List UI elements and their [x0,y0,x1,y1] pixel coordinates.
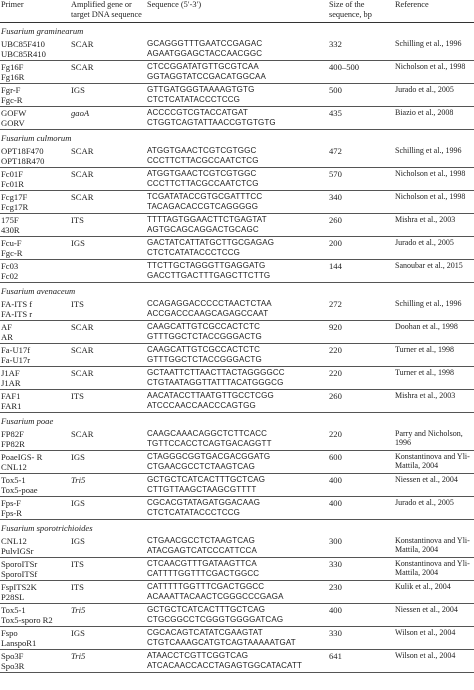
primer-name: Fc03 [1,261,19,272]
sequence-text: ATGGTGAACTCGTCGTGGC [147,146,257,156]
section-heading-row [0,413,474,429]
primer-name: Fcg17F [1,192,28,203]
table-row [0,344,474,367]
size-cell: 260 [328,390,394,413]
sequence-text: CGCACAGTCATATCGAAGTAT [147,628,263,638]
table-row [0,474,474,497]
primer-cell [0,428,70,451]
table-row [0,168,474,191]
reference-cell: Jurado et al., 2005 [394,84,474,107]
primer-cell [0,650,70,673]
sequence-text: AACATACCTTAATGTTGCCTCGG [147,391,274,401]
primer-name: FspITS2K [1,582,37,593]
sequence-text: CTAGGGCGGTGACGACGGATG [147,452,271,462]
reference-cell: Sanoubar et al., 2015 [394,260,474,283]
sequence-text: CAAGCATTGTCGCCACTCTC [147,345,261,355]
primer-cell [0,627,70,650]
sequence-text: CATTTTGGTTTCGACTGGCC [147,569,260,579]
primer-cell [0,497,70,520]
primer-cell [0,145,70,168]
primer-name: SporoITSr [1,559,38,570]
primer-name: SporoITSf [1,569,38,580]
primer-name: Fspo [1,628,18,639]
table-row [0,237,474,260]
sequence-cell [146,237,328,260]
primer-name: LanspoR1 [1,638,37,649]
primer-name: OPT18F470 [1,146,44,157]
reference-cell: Jurado et al., 2005 [394,237,474,260]
sequence-text: CTCCGGATATGTTGCGTCAA [147,62,259,72]
gene-cell: IGS [70,497,146,520]
sequence-text: ACCCCGTCGTACCATGAT [147,108,248,118]
table-row [0,298,474,321]
size-cell: 920 [328,321,394,344]
gene-cell: SCAR [70,428,146,451]
sequence-text: GACCTTGACTTTGAGCTTCTTG [147,271,271,281]
gene-cell: Tri5 [70,650,146,673]
sequence-text: GCTGCTCATCACTTTGCTCAG [147,605,266,615]
sequence-text: ACCGACCCAAGCAGAGCCAAT [147,309,269,319]
header-gene: Amplified gene or target DNA sequence [70,0,146,23]
sequence-text: CTGAACGCCTCTAAGTCAG [147,536,256,546]
gene-cell: SCAR [70,191,146,214]
sequence-cell [146,84,328,107]
sequence-text: CTGAACGCCTCTAAGTCAG [147,462,256,472]
reference-cell: Nicholson et al., 1998 [394,191,474,214]
primer-name: UBC85F410 [1,39,45,50]
primer-name: Tox5-sporo R2 [1,615,53,626]
primer-name: OPT18R470 [1,156,45,167]
table-row [0,558,474,581]
sequence-cell [146,145,328,168]
primer-name: CNL12 [1,462,27,473]
primer-name: FA-ITS r [1,309,33,320]
primer-name: 175F [1,215,19,226]
primer-cell [0,191,70,214]
reference-cell: Kulik et al., 2004 [394,581,474,604]
table-row [0,61,474,84]
reference-cell: Wilson et al., 2004 [394,650,474,673]
primer-name: CNL12 [1,536,27,547]
primer-cell [0,535,70,558]
gene-cell: SCAR [70,168,146,191]
gene-cell: IGS [70,84,146,107]
primer-cell [0,474,70,497]
sequence-text: CTGGTCAGTATTAACCGTGTGTG [147,118,276,128]
sequence-cell [146,627,328,650]
sequence-text: CTGCGGCCTCGGGTGGGGATCAG [147,615,284,625]
sequence-cell [146,558,328,581]
primer-cell [0,604,70,627]
sequence-cell [146,604,328,627]
reference-cell: Wilson et al., 2004 [394,627,474,650]
table-row [0,627,474,650]
primer-cell [0,581,70,604]
primer-cell [0,367,70,390]
table-row [0,581,474,604]
primer-name: GORV [1,118,25,129]
sequence-text: TTCTTGCTAGGGTTGAGGATG [147,261,266,271]
size-cell: 472 [328,145,394,168]
sequence-text: CTGTCAAAGCATGTCAGTAAAAATGAT [147,638,296,648]
primer-name: AR [1,332,13,343]
gene-cell: IGS [70,535,146,558]
section-title: Fusarium sporotrichioides [1,523,93,534]
table-row [0,107,474,130]
header-size: Size of the sequence, bp [328,0,394,23]
gene-cell: SCAR [70,344,146,367]
reference-cell: Nicholson et al., 1998 [394,168,474,191]
size-cell: 400 [328,474,394,497]
primer-cell [0,451,70,474]
sequence-text: CCCTTCTTACGCCAATCTCG [147,156,259,166]
primer-name: FAF1 [1,391,21,402]
primer-cell [0,260,70,283]
table-row [0,650,474,673]
primer-name: J1AF [1,368,20,379]
sequence-text: ACAAATTACAACTCGGGCCCGAGA [147,592,284,602]
sequence-text: TCGATATACCGTGCGATTTCC [147,192,263,202]
primer-name: Spo3R [1,661,25,672]
section-title: Fusarium poae [1,416,54,427]
table-body [0,23,474,673]
sequence-text: CGCACGTATAGATGGACAAG [147,498,261,508]
primer-cell [0,558,70,581]
section-heading-row [0,23,474,39]
primer-name: GOFW [1,108,27,119]
sequence-text: GCTAATTCTTAACTTACTAGGGGCC [147,368,285,378]
sequence-text: ATGGTGAACTCGTCGTGGC [147,169,257,179]
reference-cell: Schilling et al., 1996 [394,145,474,168]
size-cell: 570 [328,168,394,191]
primer-name: PoaeIGS- R [1,452,43,463]
sequence-cell [146,107,328,130]
reference-cell: Turner et al., 1998 [394,367,474,390]
primer-name: Fps-F [1,498,22,509]
sequence-text: AGTGCAGCAGGACTGCAGC [147,225,259,235]
sequence-text: CAAGCATTGTCGCCACTCTC [147,322,261,332]
gene-cell: SCAR [70,38,146,61]
size-cell: 600 [328,451,394,474]
sequence-cell [146,474,328,497]
sequence-cell [146,535,328,558]
table-row [0,428,474,451]
size-cell: 332 [328,38,394,61]
primer-name: Tox5-1 [1,605,26,616]
size-cell: 500 [328,84,394,107]
sequence-cell [146,260,328,283]
gene-cell: ITS [70,390,146,413]
primer-name: FP82F [1,429,24,440]
reference-cell: Niessen et al., 2004 [394,474,474,497]
table-row [0,84,474,107]
gene-cell: ITS [70,558,146,581]
sequence-text: CTCAACGTTTGATAAGTTCA [147,559,257,569]
primer-name: P28SL [1,592,25,603]
reference-cell: Niessen et al., 2004 [394,604,474,627]
sequence-cell [146,321,328,344]
size-cell: 230 [328,581,394,604]
sequence-text: GCTGCTCATCACTTTGCTCAG [147,475,266,485]
primer-name: Spo3F [1,651,24,662]
gene-cell [70,260,146,283]
primer-name: Tox5-1 [1,475,26,486]
table-row [0,191,474,214]
header-sequence: Sequence (5′-3′) [146,0,328,23]
table-row [0,604,474,627]
sequence-text: ATACGAGTCATCCCATTCCA [147,546,257,556]
section-heading-row [0,130,474,146]
table-row [0,145,474,168]
sequence-text: CTTGTTAAGCTAAGCGTTTT [147,485,257,495]
sequence-text: CTGTAATAGGTTATTTACATGGGCG [147,378,284,388]
sequence-text: ATAACCTCGTTCGGTCAG [147,651,249,661]
sequence-cell [146,38,328,61]
primer-name: Fcu-F [1,238,22,249]
primer-name: Fg16R [1,72,25,83]
gene-cell: ITS [70,214,146,237]
primer-name: AF [1,322,12,333]
primer-name: Fg16F [1,62,24,73]
table-row [0,497,474,520]
primer-cell [0,321,70,344]
size-cell: 435 [328,107,394,130]
table-row [0,390,474,413]
primer-cell [0,84,70,107]
sequence-cell [146,390,328,413]
sequence-text: GACTATCATTATGCTTGCGAGAG [147,238,275,248]
size-cell: 330 [328,558,394,581]
primer-name: Fgc-R [1,248,23,259]
primer-name: Fcg17R [1,202,29,213]
sequence-text: ATCACAACCACCTAGAGTGGCATACATT [147,661,303,671]
reference-cell: Doohan et al., 1998 [394,321,474,344]
primer-name: Fc02 [1,271,19,282]
section-heading-row [0,283,474,299]
table-row [0,451,474,474]
sequence-cell [146,191,328,214]
reference-cell: Parry and Nicholson, 1996 [394,428,474,451]
section-title: Fusarium avenaceum [1,286,76,297]
primer-name: Fps-R [1,508,23,519]
primer-name: FA-ITS f [1,299,33,310]
primer-name: Fa-U17f [1,345,31,356]
primer-cell [0,298,70,321]
gene-cell: SCAR [70,145,146,168]
primer-name: FAR1 [1,401,22,412]
primer-cell [0,61,70,84]
size-cell: 400–500 [328,61,394,84]
gene-cell: gaoA [70,107,146,130]
table-row [0,214,474,237]
primer-name: Fa-U17r [1,355,31,366]
reference-cell: Nicholson et al., 1998 [394,61,474,84]
sequence-text: ATCCCAACCAACCCAGTGG [147,401,256,411]
size-cell: 400 [328,497,394,520]
section-title: Fusarium graminearum [1,26,84,37]
size-cell: 300 [328,535,394,558]
sequence-text: CTCTCATATACCCTCCG [147,248,241,258]
sequence-cell [146,451,328,474]
sequence-text: CTCTCATATACCCTCCG [147,95,241,105]
sequence-cell [146,428,328,451]
gene-cell: SCAR [70,321,146,344]
gene-cell: IGS [70,451,146,474]
sequence-cell [146,214,328,237]
section-heading-row [0,520,474,536]
table-row [0,321,474,344]
gene-cell: SCAR [70,61,146,84]
primer-cell [0,168,70,191]
sequence-text: TTTTAGTGGAACTTCTGAGTAT [147,215,267,225]
gene-cell: IGS [70,237,146,260]
reference-cell: Konstantinova and Yli-Mattila, 2004 [394,535,474,558]
primer-name: FP82R [1,439,25,450]
sequence-cell [146,650,328,673]
primer-name: Fc01R [1,179,24,190]
primer-name: Tox5-poae [1,485,38,496]
sequence-text: AGAATGGAGCTACCAACGGC [147,49,263,59]
gene-cell: ITS [70,298,146,321]
sequence-cell [146,61,328,84]
size-cell: 200 [328,237,394,260]
size-cell: 400 [328,604,394,627]
primer-cell [0,38,70,61]
sequence-text: GGTAGGTATCCGACATGGCAA [147,72,267,82]
sequence-text: GTTTGGCTCTACCGGGACTG [147,332,262,342]
size-cell: 220 [328,367,394,390]
sequence-text: CTCTCATATACCCTCCG [147,508,241,518]
primer-cell [0,344,70,367]
reference-cell: Konstantinova and Yli-Mattila, 2004 [394,451,474,474]
header-reference: Reference [394,0,474,23]
gene-cell: IGS [70,627,146,650]
sequence-text: CATTTTTGGTTTCGACTGGCC [147,582,265,592]
sequence-cell [146,168,328,191]
size-cell: 641 [328,650,394,673]
primer-name: Fgc-R [1,95,23,106]
sequence-text: CAAGCAAACAGGCTCTTCACC [147,429,268,439]
size-cell: 144 [328,260,394,283]
size-cell: 220 [328,428,394,451]
reference-cell: Schilling et al., 1996 [394,38,474,61]
primer-cell [0,214,70,237]
size-cell: 340 [328,191,394,214]
header-primer: Primer [0,0,70,23]
sequence-text: GTTGATGGGTAAAAGTGTG [147,85,255,95]
table-row [0,38,474,61]
sequence-text: CCCTTCTTACGCCAATCTCG [147,179,259,189]
size-cell: 220 [328,344,394,367]
sequence-cell [146,497,328,520]
sequence-cell [146,344,328,367]
sequence-text: TGTTCCACCTCAGTGACAGGTT [147,439,272,449]
table-header [0,0,474,23]
reference-cell: Jurado et al., 2005 [394,497,474,520]
reference-cell: Mishra et al., 2003 [394,390,474,413]
primer-name: J1AR [1,378,21,389]
gene-cell: ITS [70,581,146,604]
table-row [0,367,474,390]
sequence-text: TACAGACACCGTCAGGGGG [147,202,259,212]
section-title: Fusarium culmorum [1,133,72,144]
primer-cell [0,390,70,413]
size-cell: 272 [328,298,394,321]
size-cell: 260 [328,214,394,237]
reference-cell: Schilling et al., 1996 [394,298,474,321]
gene-cell: Tri5 [70,474,146,497]
primer-name: PulvIGSr [1,546,34,557]
reference-cell: Mishra et al., 2003 [394,214,474,237]
sequence-cell [146,581,328,604]
primer-name: Fc01F [1,169,23,180]
primer-name: UBC85R410 [1,49,46,60]
reference-cell: Turner et al., 1998 [394,344,474,367]
table-row [0,535,474,558]
sequence-text: CCAGAGGACCCCCTAACTCTAA [147,299,272,309]
sequence-text: GTTTGGCTCTACCGGGACTG [147,355,262,365]
reference-cell: Konstantinova and Yli-Mattila, 2004 [394,558,474,581]
primer-name: 430R [1,225,20,236]
gene-cell: Tri5 [70,604,146,627]
sequence-cell [146,298,328,321]
sequence-text: GCAGGGTTTGAATCCGAGAC [147,39,263,49]
gene-cell: SCAR [70,367,146,390]
primer-cell [0,107,70,130]
sequence-cell [146,367,328,390]
primer-cell [0,237,70,260]
table-row [0,260,474,283]
reference-cell: Biazio et al., 2008 [394,107,474,130]
primer-name: Fgr-F [1,85,21,96]
size-cell: 330 [328,627,394,650]
